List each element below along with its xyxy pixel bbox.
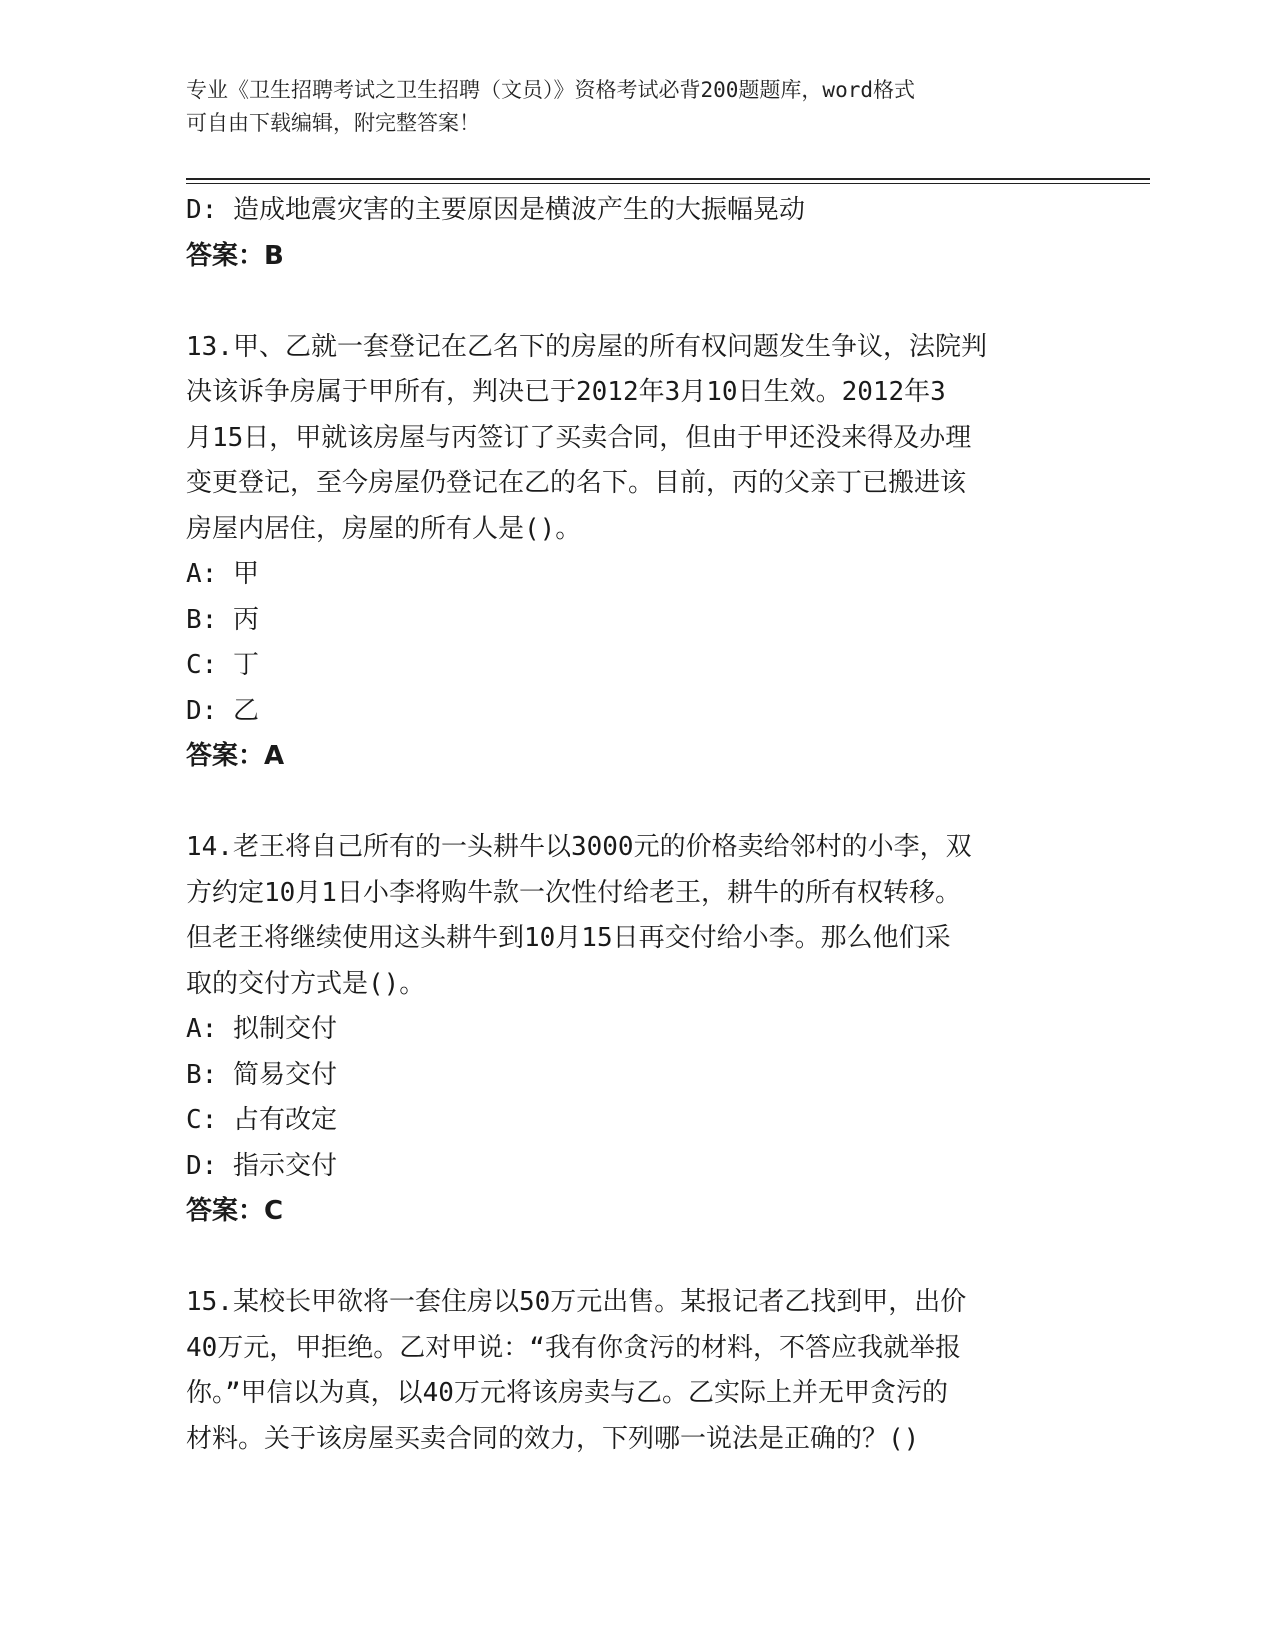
question-13-option-a: A: 甲 <box>186 559 259 589</box>
question-13 <box>186 325 1086 780</box>
question-13-line-4: 变更登记，至今房屋仍登记在乙的名下。目前，丙的父亲丁已搬进该 <box>186 468 967 498</box>
question-14 <box>186 825 1086 1235</box>
question-15-line-1: 15.某校长甲欲将一套住房以50万元出售。某报记者乙找到甲，出价 <box>186 1287 967 1317</box>
question-13-option-d: D: 乙 <box>186 695 259 726</box>
question-13-line-1: 13.甲、乙就一套登记在乙名下的房屋的所有权问题发生争议，法院判 <box>186 331 987 362</box>
spacer <box>186 1235 1086 1281</box>
question-14-option-d: D: 指示交付 <box>186 1150 337 1181</box>
question-13-line-3: 月15日，甲就该房屋与丙签订了买卖合同，但由于甲还没来得及办理 <box>186 422 972 453</box>
prev-question-answer: 答案：B <box>186 240 284 271</box>
question-14-option-c: C: 占有改定 <box>186 1105 337 1135</box>
question-14-line-1: 14.老王将自己所有的一头耕牛以3000元的价格卖给邻村的小李，双 <box>186 832 972 862</box>
header-line-2: 可自由下载编辑，附完整答案！ <box>186 111 480 135</box>
question-13-line-2: 决该诉争房属于甲所有，判决已于2012年3月10日生效。2012年3 <box>186 377 946 407</box>
header-divider-thin <box>186 183 1150 184</box>
question-13-option-b: B: 丙 <box>186 604 259 635</box>
header-line-1: 专业《卫生招聘考试之卫生招聘（文员）》资格考试必背200题题库，word格式 <box>186 78 915 102</box>
question-14-answer: 答案：C <box>186 1196 284 1226</box>
question-15-line-2: 40万元，甲拒绝。乙对甲说：“我有你贪污的材料，不答应我就举报 <box>186 1332 961 1363</box>
question-14-line-2: 方约定10月1日小李将购牛款一次性付给老王，耕牛的所有权转移。 <box>186 877 961 908</box>
question-15-line-4: 材料。关于该房屋买卖合同的效力，下列哪一说法是正确的？() <box>186 1423 920 1454</box>
spacer <box>186 279 1086 325</box>
question-15 <box>186 1280 1086 1462</box>
question-13-line-5: 房屋内居住，房屋的所有人是()。 <box>186 513 582 544</box>
document-body <box>186 188 1086 1462</box>
question-15-line-3: 你。”甲信以为真，以40万元将该房卖与乙。乙实际上并无甲贪污的 <box>186 1378 948 1408</box>
question-14-option-a: A: 拟制交付 <box>186 1014 337 1044</box>
question-13-option-c: C: 丁 <box>186 650 259 680</box>
header-divider-thick <box>186 178 1150 180</box>
question-14-line-3: 但老王将继续使用这头耕牛到10月15日再交付给小李。那么他们采 <box>186 923 951 953</box>
document-header <box>186 74 1066 140</box>
question-14-line-4: 取的交付方式是()。 <box>186 968 426 999</box>
spacer <box>186 780 1086 826</box>
prev-question-option-d: D: 造成地震灾害的主要原因是横波产生的大振幅晃动 <box>186 195 805 225</box>
question-13-answer: 答案：A <box>186 741 285 771</box>
question-14-option-b: B: 简易交付 <box>186 1059 337 1090</box>
